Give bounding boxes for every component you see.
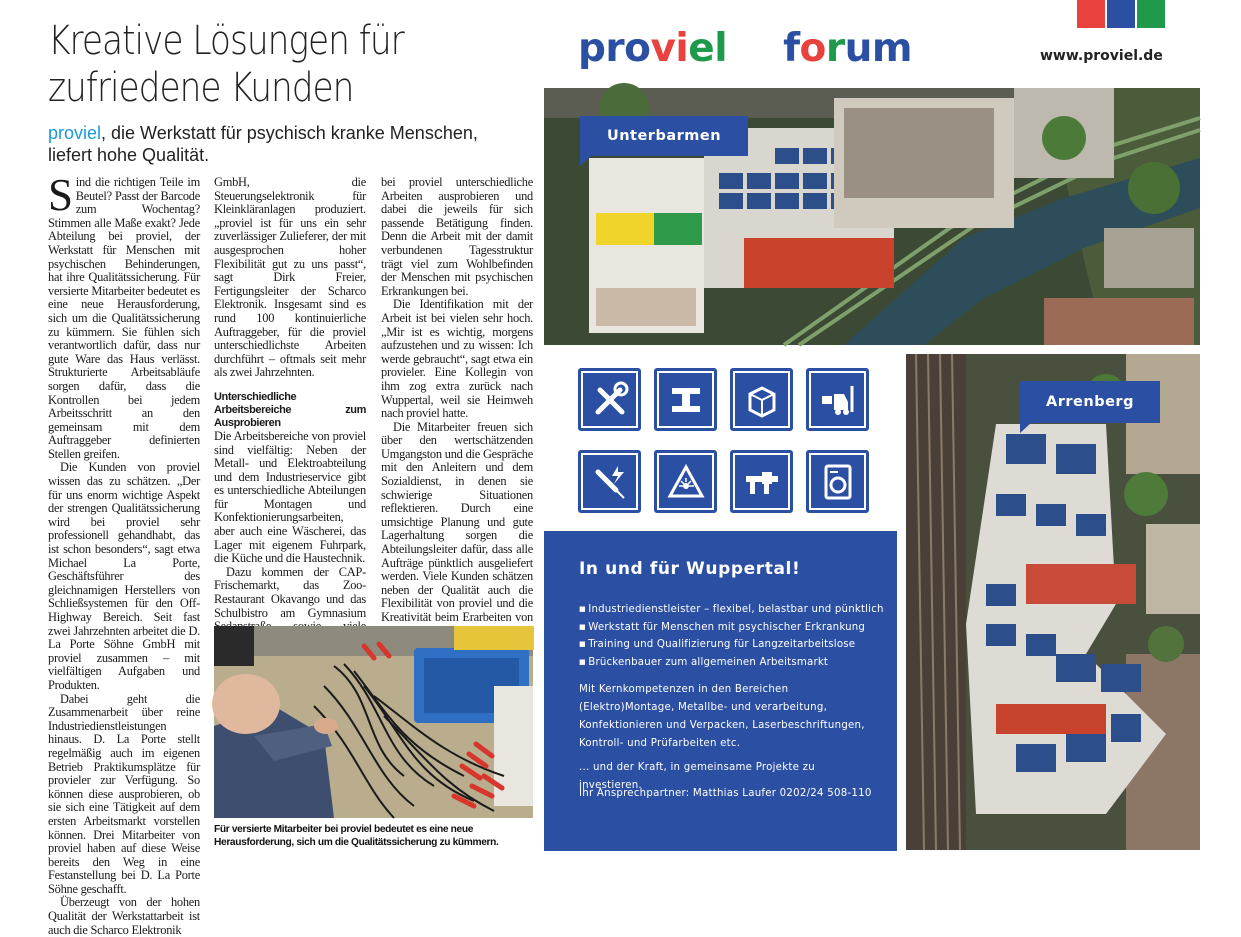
article-paragraph: GmbH, die Steuerungselektronik für Kleinkläranlagen produziert. „proviel ist für uns ein sehr zuverlässiger Zulieferer, der mit ausgesprochen hoher Flexibilität gut zu uns passt“, sagt Dirk Freier, Fertigungsleiter der Scharco Elektronik. Insgesamt sind es rund 100 kontinuierliche Auftraggeber, für die proviel unterschiedlichste Arbeiten durchführt – oftmals seit mehr als zwei Jahrzehnten.: [214, 175, 366, 380]
forklift-icon: [806, 368, 869, 431]
section-heading: Unterschiedliche Arbeitsbereiche zum Ausprobieren: [214, 390, 366, 429]
list-item: ■ Industriedienstleister – flexibel, belastbar und pünktlich: [579, 601, 884, 619]
subhead-text: , die Werkstatt für psychisch kranke Menschen, liefert hohe Qualität.: [48, 123, 478, 165]
color-square-blue: [1107, 0, 1135, 28]
article-paragraph: bei proviel unterschiedliche Arbeiten ausprobieren und dabei die jeweils für sich passende Betätigung finden. Denn die Arbeit mit der damit verbundenen Tagesstruktur trägt viel zum Wohlbefinden der Menschen mit psychischen Erkrankungen bei.: [381, 175, 533, 298]
headline-line-1: Kreative Lösungen für: [48, 18, 404, 64]
dropcap: S: [48, 170, 73, 220]
headline-line-2: zufriedene Kunden: [48, 65, 354, 111]
color-square-green: [1137, 0, 1165, 28]
location-label-unterbarmen: Unterbarmen: [580, 116, 748, 156]
article-column-1: [48, 170, 200, 937]
laser-warning-icon: [654, 450, 717, 513]
wrench-screwdriver-icon: [578, 368, 641, 431]
subheadline: [48, 122, 518, 166]
photo-caption: Für versierte Mitarbeiter bei proviel bedeutet es eine neue Herausforderung, sich um die Qualitätssicherung zu kümmern.: [214, 824, 499, 848]
washing-machine-icon: [806, 450, 869, 513]
subhead-brand: proviel: [48, 123, 102, 143]
contact-text: Ihr Ansprechpartner: Matthias Laufer 0202/24 508-110: [579, 788, 872, 799]
proviel-forum-logo: proviel forum: [578, 26, 912, 71]
info-bullet-list: [579, 601, 884, 671]
article-paragraph: Die Arbeitsbereiche von proviel sind vielfältig: Neben der Metall- und Elektroabteilung und dem Industrieservice gibt es unterschiedliche Abteilungen für Montagen und Konfektionierungsarbeiten, aber auch eine Wäscherei, das Lager mit eigenem Fuhrpark, die Küche und die Haustechnik.: [214, 428, 366, 566]
info-box-title: In und für Wuppertal!: [579, 559, 801, 579]
competences-text: Mit Kernkompetenzen in den Bereichen (Elektro)Montage, Metallbe- und verarbeitung, Konfektionieren und Verpacken, Laserbeschriftungen, Kontroll- und Prüfarbeiten etc.: [579, 684, 865, 749]
article-paragraph: Die Kunden von proviel wissen das zu schätzen. „Der für uns enorm wichtige Aspekt der strengen Qualitätssicherung wird bei proviel sehr professionell gehandhabt, das ist schon besonders“, sagt etwa Michael La Porte, Geschäftsführer des gleichnamigen Herstellers von Schließsystemen für den Off-Highway Bereich. Seit fast zwei Jahrzehnten arbeitet die D. La Porte Söhne GmbH mit proviel zusammen – mit vielfältigen Aufgaben und Produkten.: [48, 460, 200, 692]
article-paragraph: Dazu kommen der CAP-Frischemarkt, das Zoo-Restaurant Okavango und das Schulbistro am Gymnasium: [214, 564, 366, 620]
info-box: [544, 531, 897, 851]
article-paragraph: Überzeugt von der hohen Qualität der Werkstattarbeit ist auch die Scharco Elektronik: [48, 895, 200, 937]
headline: [48, 18, 444, 112]
list-item: ■ Training und Qualifizierung für Langzeitarbeitslose: [579, 636, 884, 654]
location-label-arrenberg: Arrenberg: [1020, 381, 1160, 423]
article-paragraph: [48, 170, 200, 461]
color-square-red: [1077, 0, 1105, 28]
paragraph-text: ind die richtigen Teile im Beutel? Passt der Barcode zum Wochentag? Stimmen alle Maße exakt? Jede Abteilung bei proviel, der Werkstatt für Menschen mit psychischen Behinderungen, hat ihre Qualitätssicherung. Für versierte Mitarbeiter bedeutet es eine neue Herausforderung, sich um die Qualitätssicherung zu kümmern. Sie fühlen sich verantwortlich dafür, dass nur gute Ware das Haus verlässt. Strukturierte Arbeitsabläufe sorgen dafür, dass die Kontrollen bei jedem Arbeitsschritt an den gemeinsam mit dem Auftraggeber definierten Stellen greifen.: [48, 175, 200, 461]
article-column-2: [214, 176, 366, 675]
aerial-photo-arrenberg: [906, 354, 1200, 850]
caliper-icon: [730, 450, 793, 513]
list-item: ■ Werkstatt für Menschen mit psychischer Erkrankung: [579, 619, 884, 637]
box-icon: [730, 368, 793, 431]
worker-photo: [214, 626, 533, 818]
electric-screwdriver-icon: [578, 450, 641, 513]
steel-beam-icon: [654, 368, 717, 431]
article-paragraph: Die Mitarbeiter freuen sich über den wertschätzenden Umgangston und die Gespräche mit den Anleitern und dem Sozialdienst, in denen sie schwierige Situationen reflektieren. Durch eine umsichtige Planung und gute Lagerhaltung sorgen die Abteilungsleiter dafür, dass alle Aufträge pünktlich ausgeliefert werden. Viele Kunden schätzen neben der Qualität auch die Flexibilität von proviel und die Kreativität beim Erarbeiten von: [381, 419, 533, 624]
list-item: ■ Brückenbauer zum allgemeinen Arbeitsmarkt: [579, 654, 884, 672]
website-url[interactable]: www.proviel.de: [1040, 48, 1163, 64]
article-paragraph: Die Identifikation mit der Arbeit ist bei vielen sehr hoch. „Mir ist es wichtig, morgens aufzustehen und zu wissen: Ich werde gebraucht“, sagt etwa ein provieler. Eine Kollegin von ihm zog extra zurück nach Wuppertal, weil sie Heimweh nach proviel hatte.: [381, 297, 533, 421]
article-column-3: [381, 176, 533, 638]
projects-text: ... und der Kraft, in gemeinsame Projekte zu investieren.: [579, 762, 815, 791]
article-paragraph: Dabei geht die Zusammenarbeit über reine Industriedienstleistungen hinaus. D. La Porte stellt regelmäßig auch im eigenen Betrieb Praktikumsplätze für provieler zur Verfügung. So können diese ausprobieren, ob sie sich eine Tätigkeit auf dem ersten Arbeitsmarkt vorstellen können. Drei Mitarbeiter von proviel haben auf diese Weise bereits den Weg in eine Festanstellung bei D. La Porte Söhne geschafft.: [48, 691, 200, 896]
